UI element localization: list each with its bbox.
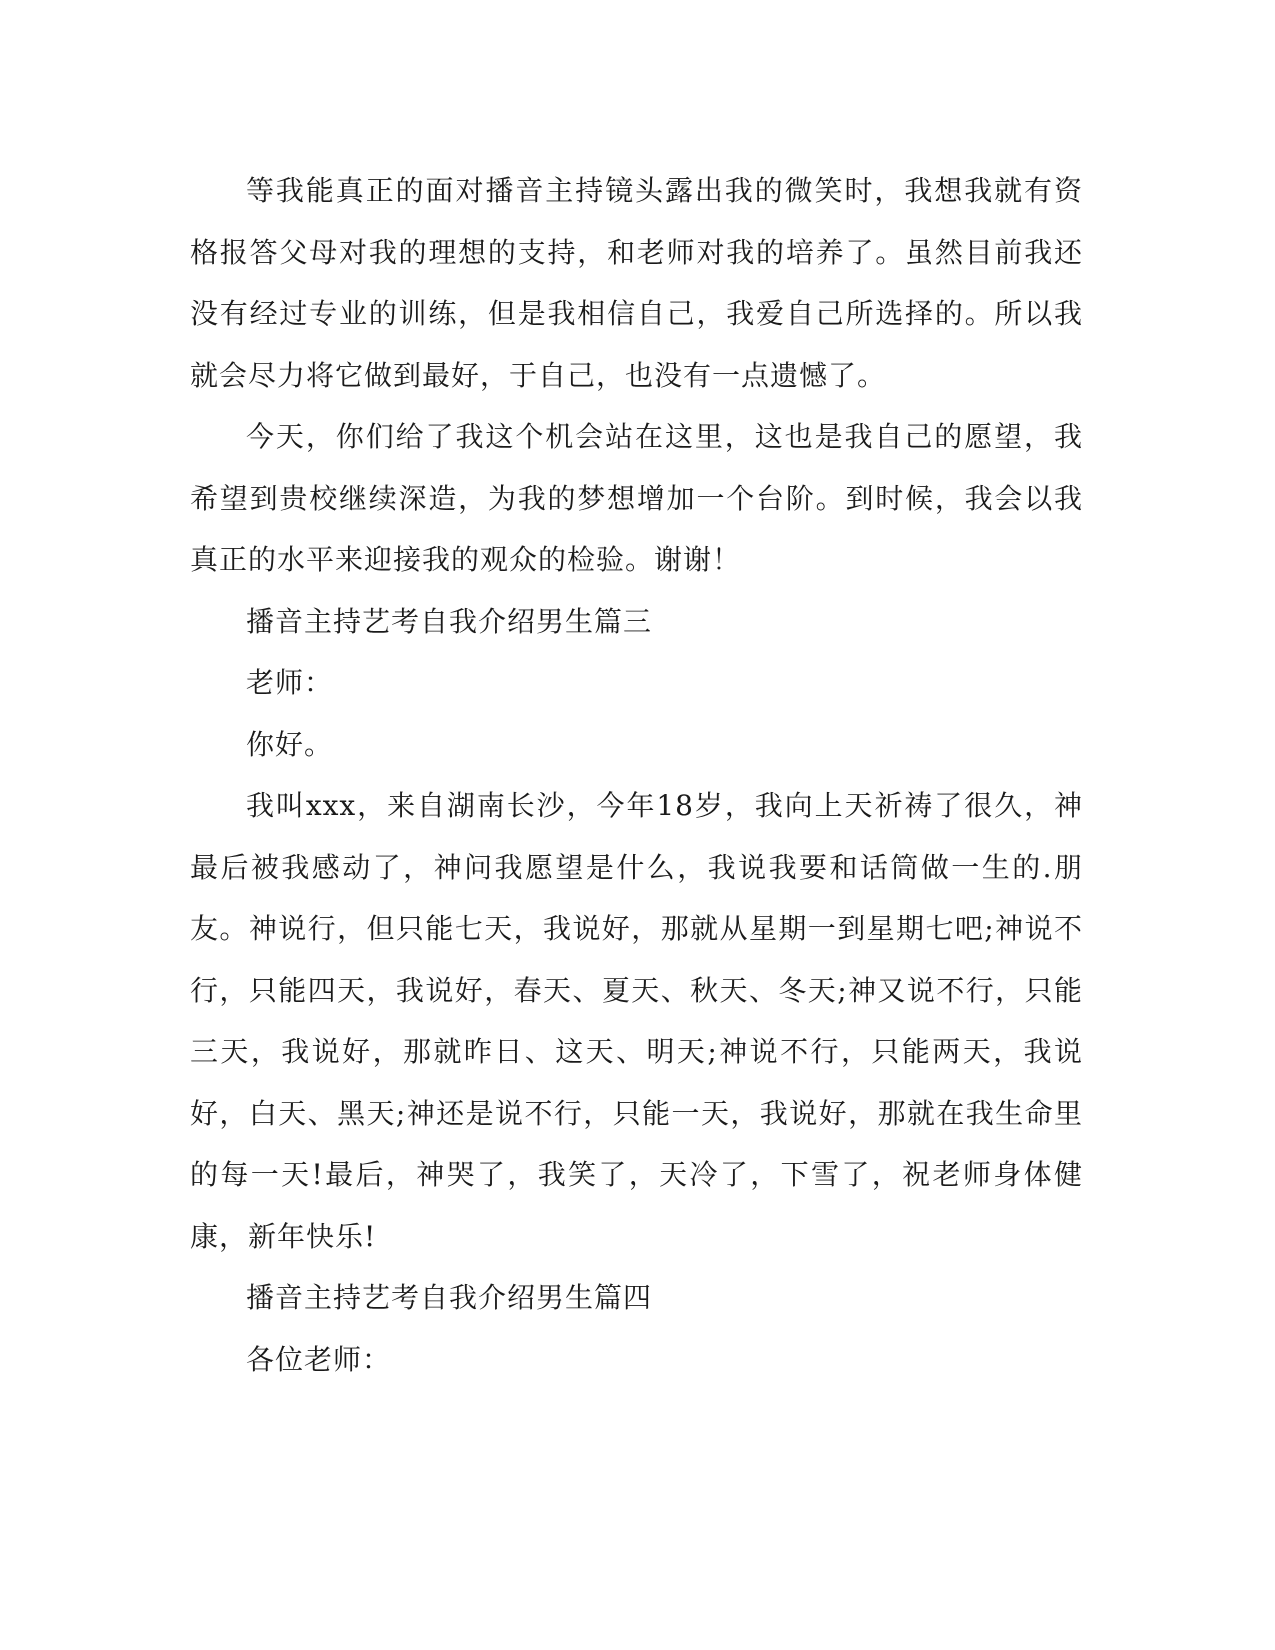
- document-body: [190, 160, 1083, 1390]
- salutation-teachers: 各位老师：: [246, 1342, 392, 1376]
- section-heading-3: 播音主持艺考自我介绍男生篇三: [246, 604, 653, 638]
- paragraph-self-intro: 我叫xxx，来自湖南长沙，今年18岁，我向上天祈祷了很久，神最后被我感动了，神问我愿望是什么，我说我要和话筒做一生的.朋友。神说行，但只能七天，我说好，那就从星期一到星期七吧;神说不行，只能四天，我说好，春天、夏天、秋天、冬天;神又说不行，只能三天，我说好，那就昨日、这天、明天;神说不行，只能两天，我说好，白天、黑天;神还是说不行，只能一天，我说好，那就在我生命里的每一天!最后，神哭了，我笑了，天冷了，下雪了，祝老师身体健康，新年快乐!: [190, 789, 1083, 1253]
- salutation-teacher: 老师：: [246, 666, 334, 699]
- greeting: 你好。: [246, 727, 334, 761]
- paragraph-intro-conclusion: 等我能真正的面对播音主持镜头露出我的微笑时，我想我就有资格报答父母对我的理想的支持，和老师对我的培养了。虽然目前我还没有经过专业的训练，但是我相信自己，我爱自己所选择的。所以我就会尽力将它做到最好，于自己，也没有一点遗憾了。: [190, 174, 1083, 392]
- paragraph-thanks: 今天，你们给了我这个机会站在这里，这也是我自己的愿望，我希望到贵校继续深造，为我的梦想增加一个台阶。到时候，我会以我真正的水平来迎接我的观众的检验。谢谢！: [190, 420, 1083, 576]
- section-heading-4: 播音主持艺考自我介绍男生篇四: [246, 1281, 653, 1314]
